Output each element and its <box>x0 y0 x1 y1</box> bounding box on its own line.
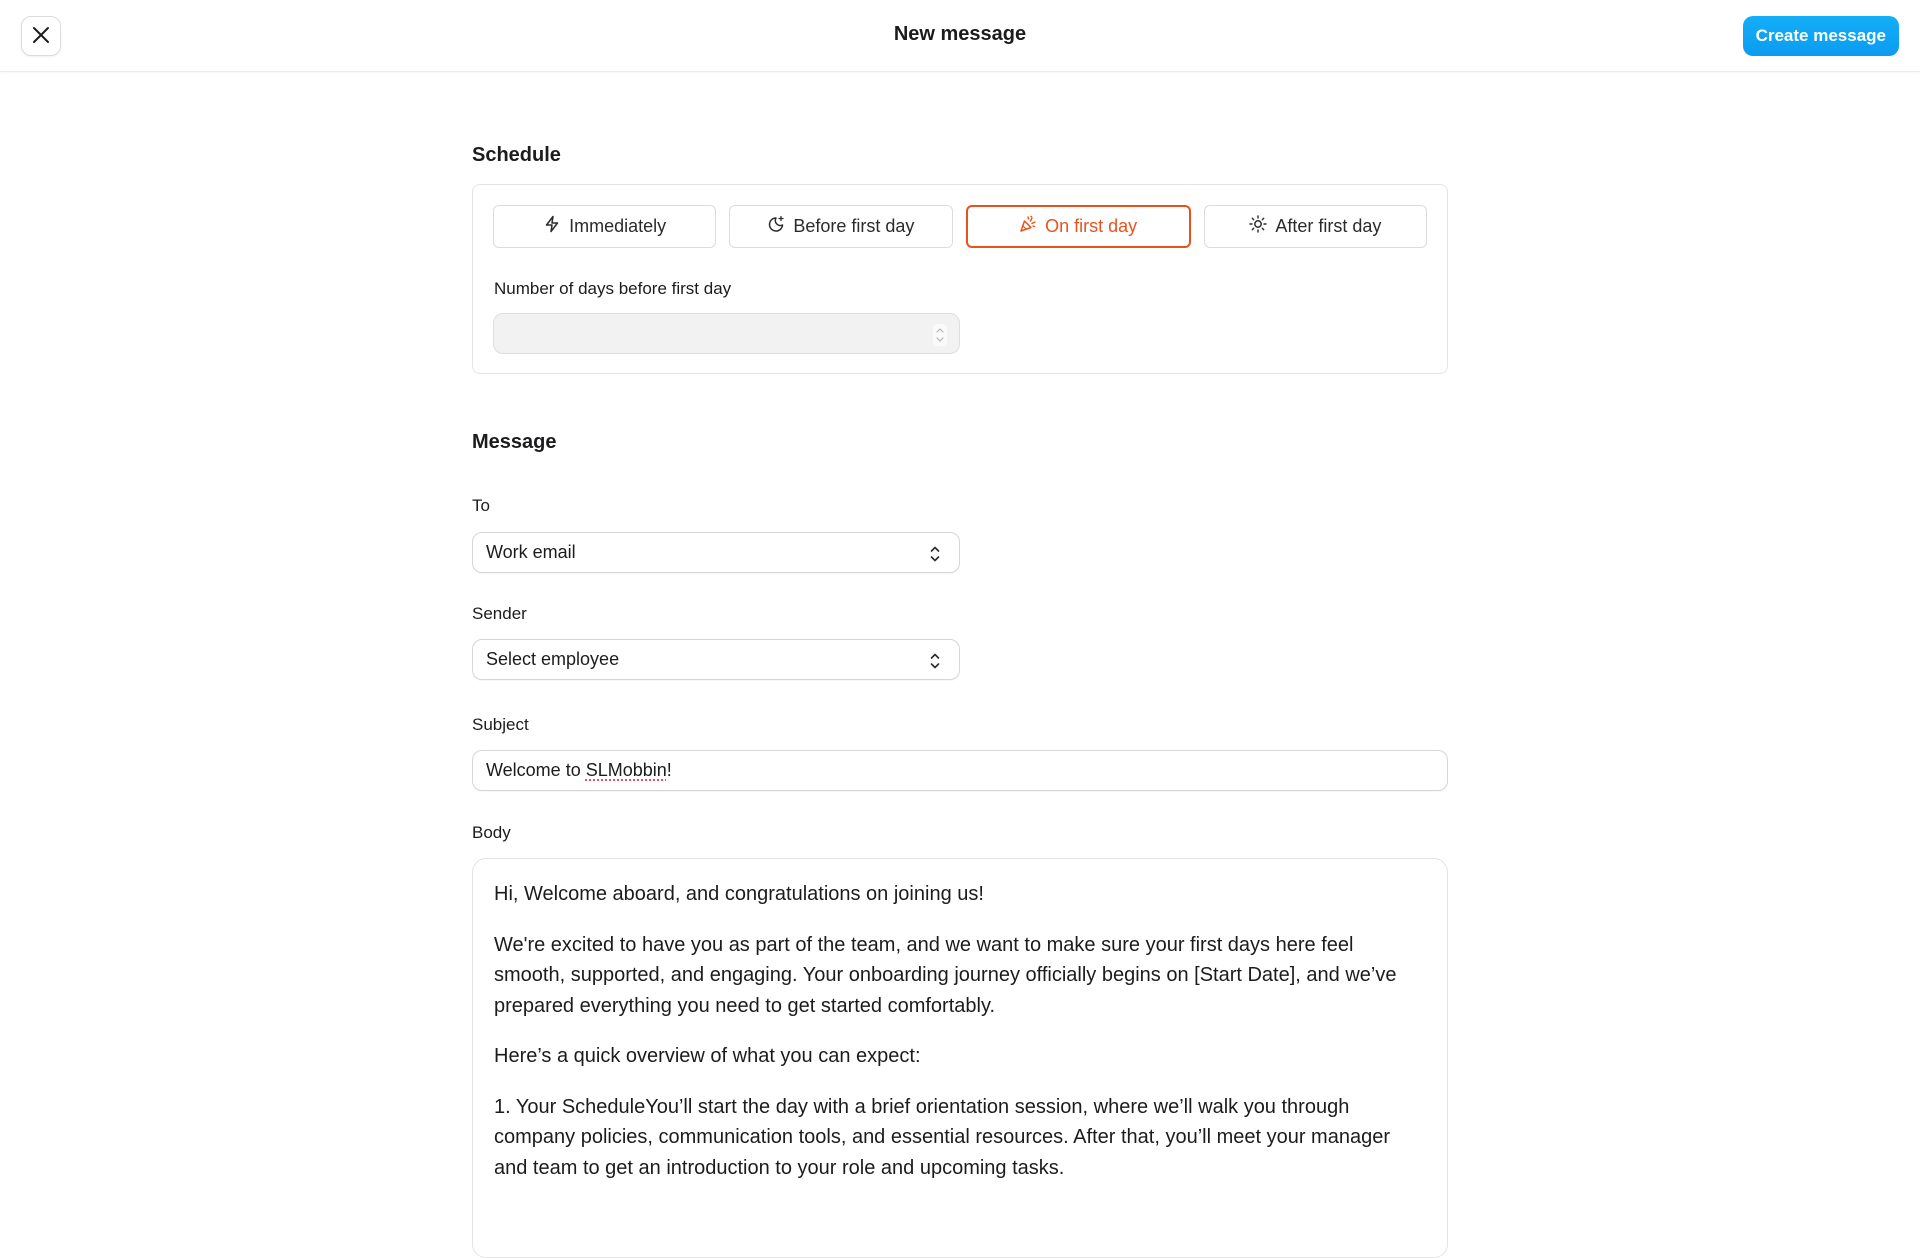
body-editor[interactable] <box>472 858 1448 1258</box>
schedule-section-title: Schedule <box>472 144 561 166</box>
subject-input[interactable] <box>472 750 1448 791</box>
body-label: Body <box>472 823 511 842</box>
schedule-option-label: Before first day <box>793 216 915 236</box>
lightning-icon <box>543 215 561 238</box>
subject-text-prefix: Welcome to <box>486 760 586 780</box>
schedule-option-before-first-day[interactable] <box>729 205 952 248</box>
schedule-option-immediately[interactable] <box>493 205 716 248</box>
body-paragraph: We're excited to have you as part of the team, and we want to make sure your first days here feel smooth, supported, and engaging. Your onboarding journey officially begins on [Start Date], and we’ve prepared everything you need to get started comfortably. <box>494 933 1397 1017</box>
subject-label: Subject <box>472 715 529 734</box>
body-paragraph: 1. Your ScheduleYou’ll start the day with a brief orientation session, where we’ll walk you through company policies, communication tools, and essential resources. After that, you’ll meet your manager and team to get an introduction to your role and upcoming tasks. <box>494 1095 1390 1179</box>
create-message-button[interactable]: Create message <box>1743 16 1899 56</box>
body-paragraph: Here’s a quick overview of what you can expect: <box>494 1045 921 1067</box>
body-paragraph: Hi, Welcome aboard, and congratulations on joining us! <box>494 883 984 905</box>
days-before-label: Number of days before first day <box>494 279 732 298</box>
party-popper-icon <box>1019 215 1037 238</box>
chevron-up-down-icon <box>929 545 941 568</box>
schedule-option-label: After first day <box>1275 216 1382 236</box>
schedule-options <box>493 205 1427 248</box>
to-select-value: Work email <box>486 542 576 562</box>
sun-icon <box>1249 215 1267 238</box>
subject-text-suffix: ! <box>666 760 672 780</box>
top-bar <box>0 0 1920 72</box>
sender-select[interactable] <box>472 639 960 680</box>
schedule-card <box>472 184 1448 374</box>
page-title: New message <box>893 23 1027 45</box>
schedule-option-label: On first day <box>1045 216 1138 236</box>
moon-sparkle-icon <box>767 215 785 238</box>
schedule-option-after-first-day[interactable] <box>1204 205 1427 248</box>
chevron-up-down-icon <box>929 652 941 675</box>
to-select[interactable] <box>472 532 960 573</box>
message-section-title: Message <box>472 431 557 453</box>
number-stepper[interactable] <box>933 324 947 346</box>
to-label: To <box>472 496 490 515</box>
schedule-option-label: Immediately <box>569 216 667 236</box>
subject-text <box>486 760 672 781</box>
spellcheck-flagged-word: SLMobbin <box>585 760 667 780</box>
days-before-input[interactable] <box>493 313 960 354</box>
schedule-option-on-first-day[interactable] <box>966 205 1191 248</box>
sender-label: Sender <box>472 604 527 623</box>
sender-select-value: Select employee <box>486 649 620 669</box>
